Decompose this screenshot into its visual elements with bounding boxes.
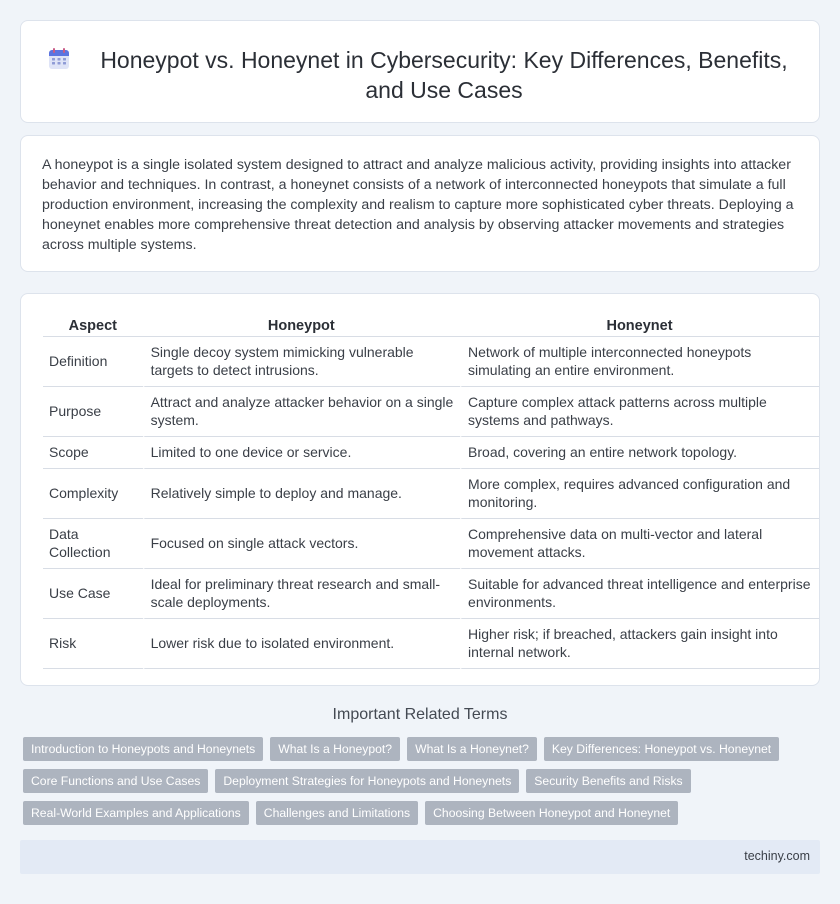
honeynet-cell: Suitable for advanced threat intelligence and enterprise environments. <box>460 569 819 619</box>
tag-row <box>23 801 823 825</box>
related-term-tag[interactable]: What Is a Honeynet? <box>407 737 537 761</box>
honeypot-cell: Lower risk due to isolated environment. <box>143 619 460 669</box>
honeypot-cell: Attract and analyze attacker behavior on a single system. <box>143 387 460 437</box>
related-term-tag[interactable]: Real-World Examples and Applications <box>23 801 249 825</box>
comparison-table <box>43 315 819 669</box>
honeynet-cell: Comprehensive data on multi-vector and lateral movement attacks. <box>460 519 819 569</box>
honeynet-cell: More complex, requires advanced configuration and monitoring. <box>460 469 819 519</box>
tag-row <box>23 737 823 761</box>
related-term-tag[interactable]: Introduction to Honeypots and Honeynets <box>23 737 263 761</box>
honeypot-cell: Single decoy system mimicking vulnerable targets to detect intrusions. <box>143 337 460 387</box>
honeypot-cell: Focused on single attack vectors. <box>143 519 460 569</box>
aspect-cell: Risk <box>43 619 143 669</box>
footer-brand[interactable]: techiny.com <box>744 849 810 863</box>
page-title: Honeypot vs. Honeynet in Cybersecurity: Key Differences, Benefits, and Use Cases <box>100 47 788 103</box>
table-row <box>43 387 819 437</box>
aspect-cell: Scope <box>43 437 143 469</box>
honeypot-cell: Relatively simple to deploy and manage. <box>143 469 460 519</box>
related-term-tag[interactable]: Choosing Between Honeypot and Honeynet <box>425 801 678 825</box>
related-term-tag[interactable]: What Is a Honeypot? <box>270 737 400 761</box>
related-term-tag[interactable]: Core Functions and Use Cases <box>23 769 208 793</box>
honeynet-cell: Broad, covering an entire network topology. <box>460 437 819 469</box>
footer <box>20 840 820 874</box>
header-card <box>20 20 820 123</box>
honeynet-cell: Capture complex attack patterns across multiple systems and pathways. <box>460 387 819 437</box>
related-terms-heading: Important Related Terms <box>332 706 508 723</box>
aspect-cell: Definition <box>43 337 143 387</box>
table-row <box>43 469 819 519</box>
table-row <box>43 519 819 569</box>
honeypot-cell: Limited to one device or service. <box>143 437 460 469</box>
column-header-honeypot: Honeypot <box>143 315 460 337</box>
tag-row <box>23 769 823 793</box>
aspect-cell: Data Collection <box>43 519 143 569</box>
honeypot-cell: Ideal for preliminary threat research and small-scale deployments. <box>143 569 460 619</box>
related-terms-list <box>23 737 823 833</box>
header <box>21 45 819 105</box>
related-term-tag[interactable]: Challenges and Limitations <box>256 801 418 825</box>
aspect-cell: Purpose <box>43 387 143 437</box>
column-header-aspect: Aspect <box>43 315 143 337</box>
intro-paragraph: A honeypot is a single isolated system designed to attract and analyze malicious activity, providing insights into attacker behavior and techniques. In contrast, a honeynet consists of a network of interconnected honeypots that simulate a full production environment, increasing the complexity and realism to capture more sophisticated cyber threats. Deploying a honeynet enables more comprehensive threat detection and analysis by observing attacker movements and strategies across multiple systems. <box>42 157 794 253</box>
calendar-icon <box>47 47 71 71</box>
honeynet-cell: Network of multiple interconnected honeypots simulating an entire environment. <box>460 337 819 387</box>
aspect-cell: Use Case <box>43 569 143 619</box>
aspect-cell: Complexity <box>43 469 143 519</box>
honeynet-cell: Higher risk; if breached, attackers gain insight into internal network. <box>460 619 819 669</box>
column-header-honeynet: Honeynet <box>460 315 819 337</box>
table-row <box>43 437 819 469</box>
related-term-tag[interactable]: Key Differences: Honeypot vs. Honeynet <box>544 737 779 761</box>
table-row <box>43 569 819 619</box>
comparison-card <box>20 293 820 686</box>
table-row <box>43 337 819 387</box>
table-row <box>43 619 819 669</box>
table-header-row <box>43 315 819 337</box>
intro-card <box>20 135 820 272</box>
related-term-tag[interactable]: Security Benefits and Risks <box>526 769 690 793</box>
related-term-tag[interactable]: Deployment Strategies for Honeypots and Honeynets <box>215 769 519 793</box>
